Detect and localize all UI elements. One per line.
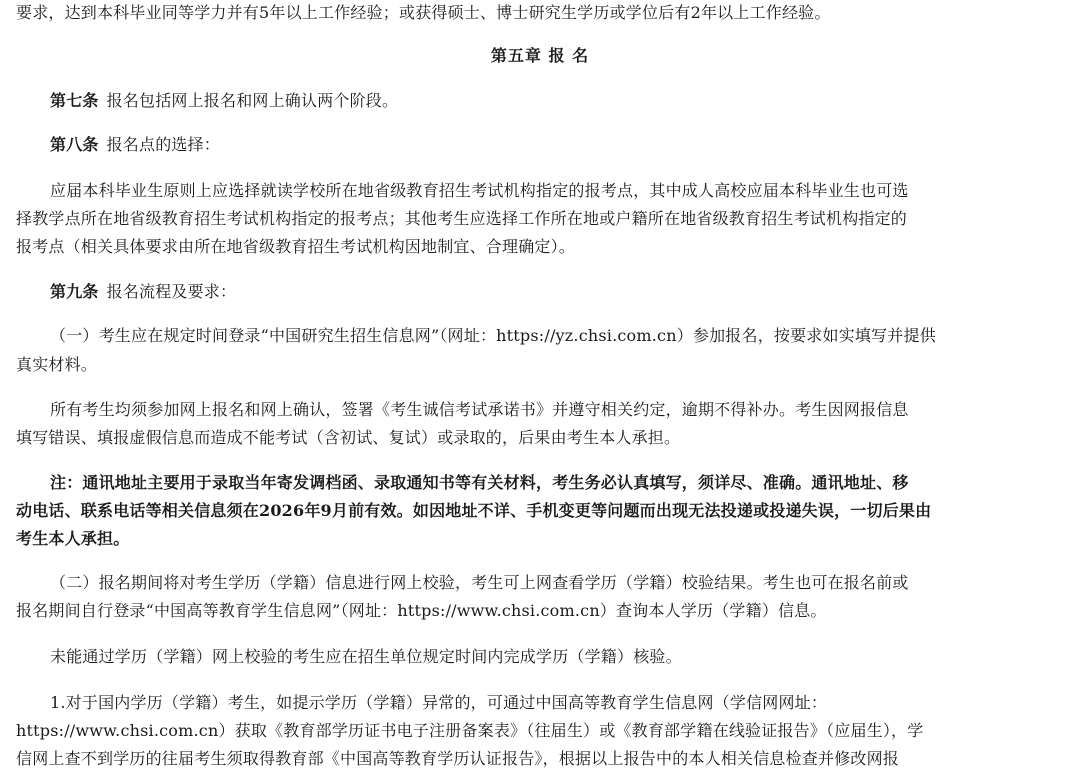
article-9 (50, 281, 236, 303)
article-7-text: 报名包括网上报名和网上确认两个阶段。 (106, 91, 399, 110)
item-2-line: （二）报名期间将对考生学历（学籍）信息进行网上校验，考生可上网查看学历（学籍）校验结果。考生也可在报名前或 (50, 573, 909, 592)
article-9-text: 报名流程及要求： (106, 282, 237, 301)
item-1-line: 真实材料。 (16, 355, 98, 374)
article-8-text: 报名点的选择： (106, 135, 221, 154)
item-1-line: （一）考生应在规定时间登录“中国研究生招生信息网”（网址：https://yz.chsi.com.cn）参加报名，按要求如实填写并提供 (50, 326, 936, 345)
article-8-label: 第八条 (50, 135, 99, 154)
article-8 (50, 134, 220, 156)
failed-check-line: 未能通过学历（学籍）网上校验的考生应在招生单位规定时间内完成学历（学籍）核验。 (50, 647, 682, 666)
article-9-label: 第九条 (50, 282, 99, 301)
sub-1-line: 1.对于国内学历（学籍）考生，如提示学历（学籍）异常的，可通过中国高等教育学生信息网（学信网网址： (50, 693, 828, 712)
article-8-body-line: 应届本科毕业生原则上应选择就读学校所在地省级教育招生考试机构指定的报考点，其中成人高校应届本科毕业生也可选 (50, 181, 909, 200)
article-7 (50, 90, 398, 112)
note-line: 注：通讯地址主要用于录取当年寄发调档函、录取通知书等有关材料，考生务必认真填写，须详尽、准确。通讯地址、移 (50, 473, 909, 492)
all-candidates-line: 填写错误、填报虚假信息而造成不能考试（含初试、复试）或录取的，后果由考生本人承担。 (16, 428, 681, 447)
note-line: 考生本人承担。 (16, 529, 130, 548)
sub-1-line: https://www.chsi.com.cn）获取《教育部学历证书电子注册备案表》（往届生）或《教育部学籍在线验证报告》（应届生），学 (16, 721, 924, 740)
sub-1-line: 信网上查不到学历的往届考生须取得教育部《中国高等教育学历认证报告》，根据以上报告中的本人相关信息检查并修改网报 (16, 749, 900, 768)
all-candidates-line: 所有考生均须参加网上报名和网上确认，签署《考生诚信考试承诺书》并遵守相关约定，逾期不得补办。考生因网报信息 (50, 400, 909, 419)
intro-line: 要求，达到本科毕业同等学力并有5年以上工作经验；或获得硕士、博士研究生学历或学位后有2年以上工作经验。 (16, 3, 831, 22)
item-2-line: 报名期间自行登录“中国高等教育学生信息网”（网址：https://www.chsi.com.cn）查询本人学历（学籍）信息。 (16, 601, 827, 620)
note-line: 动电话、联系电话等相关信息须在2026年9月前有效。如因地址不详、手机变更等问题而出现无法投递或投递失误，一切后果由 (16, 501, 932, 520)
article-8-body-line: 择教学点所在地省级教育招生考试机构指定的报考点；其他考生应选择工作所在地或户籍所在地省级教育招生考试机构指定的 (16, 209, 908, 228)
article-7-label: 第七条 (50, 91, 99, 110)
chapter-title: 第五章 报 名 (490, 46, 590, 65)
article-8-body-line: 报考点（相关具体要求由所在地省级教育招生考试机构因地制宜、合理确定）。 (16, 237, 576, 256)
